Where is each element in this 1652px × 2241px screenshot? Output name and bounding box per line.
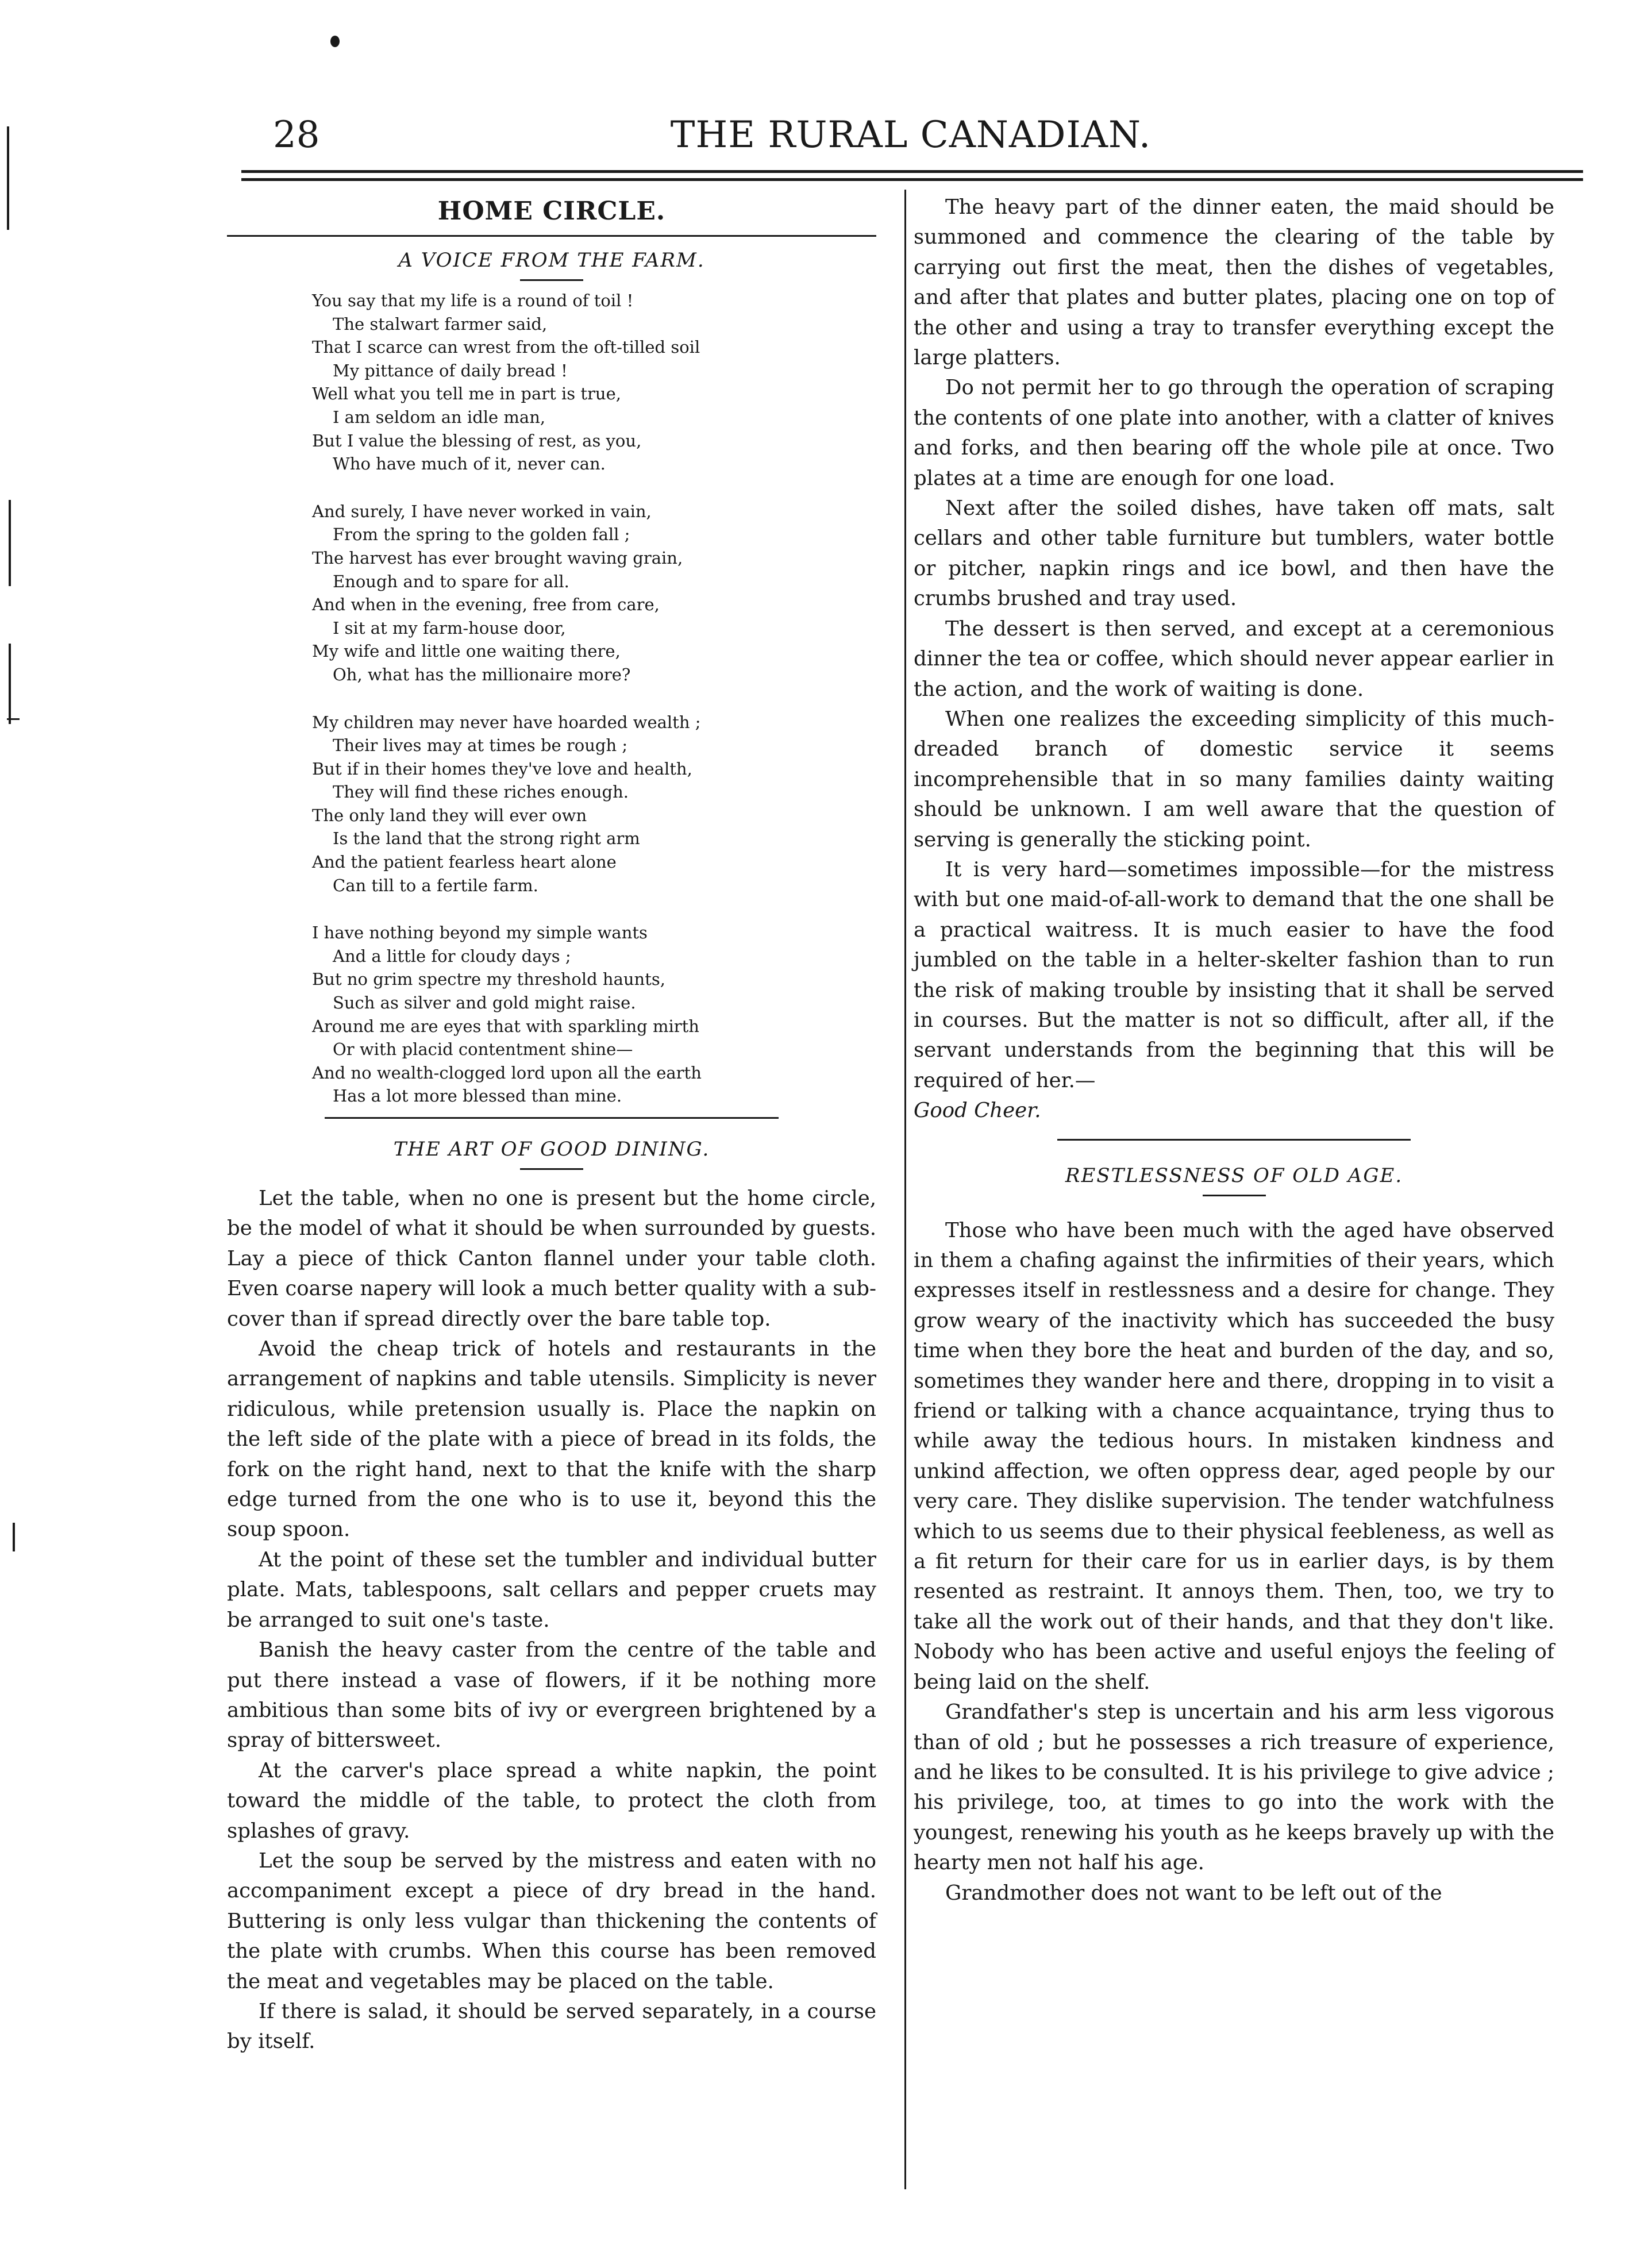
- article-attribution: Good Cheer.: [914, 1099, 1041, 1123]
- article-body: [227, 1184, 876, 2057]
- poem-line: From the spring to the golden fall ;: [333, 525, 630, 545]
- paragraph: When one realizes the exceeding simplicity of this much-dreaded branch of domestic service it seems incomprehensible that in so many families dainty waiting should be unknown. I am well aware that the question of serving is generally the sticking point.: [914, 707, 1554, 852]
- article-title: THE ART OF GOOD DINING.: [393, 1138, 710, 1161]
- paragraph: At the carver's place spread a white napkin, the point toward the middle of the table, to protect the cloth from splashes of gravy.: [227, 1758, 876, 1843]
- article-continuation: [914, 192, 1554, 1096]
- poem-line: And no wealth-clogged lord upon all the earth: [312, 1062, 702, 1083]
- scan-mark: [13, 1523, 15, 1551]
- section-title: HOME CIRCLE.: [437, 197, 666, 226]
- scan-speck: [330, 36, 340, 47]
- header-rule-top: [241, 170, 1583, 173]
- poem-title-rule: [520, 279, 583, 281]
- poem-line: The harvest has ever brought waving grain,: [312, 548, 683, 568]
- scan-mark: [7, 718, 20, 720]
- poem-line: I sit at my farm-house door,: [333, 618, 566, 638]
- paragraph: It is very hard—sometimes impossible—for the mistress with but one maid-of-all-work to demand that the one shall be a practical waitress. It is much easier to have the food jumbled on the table in a helter-skelter fashion than to run the risk of making trouble by insisting that it shall be served in courses. But the matter is not so difficult, after all, if the servant understands from the beginning that this will be required of her.—: [914, 857, 1554, 1092]
- poem-line: And when in the evening, free from care,: [312, 595, 660, 615]
- poem-line: Around me are eyes that with sparkling mirth: [312, 1016, 699, 1036]
- paragraph: Those who have been much with the aged have observed in them a chafing against the infirmities of their years, which expresses itself in restlessness and a desire for change. They grow weary of the inactivity which has succeeded the busy time when they bore the heat and burden of the day, and so, sometimes they wander here and there, dropping in to visit a friend or talking with a chance acquaintance, trying thus to while away the tedious hours. In mistaken kindness and unkind affection, we often oppress dear, aged people by our very care. They dislike supervision. The tender watchfulness which to us seems due to their physical feebleness, as well as a fit return for their care for us in earlier days, is by them resented as restraint. It annoys them. Then, too, we try to take all the work out of their hands, and that they don't like. Nobody who has been active and useful enjoys the feeling of being laid on the shelf.: [914, 1218, 1554, 1694]
- poem-line: Can till to a fertile farm.: [333, 875, 538, 895]
- paragraph: Banish the heavy caster from the centre of the table and put there instead a vase of flowers, if it be nothing more ambitious than some bits of ivy or evergreen brightened by a spray of bittersweet.: [227, 1638, 876, 1753]
- poem-line: You say that my life is a round of toil !: [312, 291, 634, 310]
- paragraph: At the point of these set the tumbler and individual butter plate. Mats, tablespoons, salt cellars and pepper cruets may be arranged to suit one's taste.: [227, 1547, 876, 1632]
- poem-line: Well what you tell me in part is true,: [312, 384, 621, 404]
- right-column: [914, 192, 1554, 1908]
- article-attribution-line: [914, 1096, 1554, 1126]
- poem-line: Has a lot more blessed than mine.: [333, 1086, 622, 1106]
- page-number: 28: [273, 114, 320, 156]
- poem-line: Oh, what has the millionaire more?: [333, 664, 631, 684]
- restlessness-title-rule: [1203, 1195, 1266, 1196]
- poem-line: The only land they will ever own: [312, 805, 587, 825]
- poem-stanza: [312, 921, 876, 1108]
- article-title-rule: [520, 1168, 583, 1170]
- poem-line: That I scarce can wrest from the oft-tilled soil: [312, 337, 700, 357]
- poem-line: I have nothing beyond my simple wants: [312, 923, 648, 943]
- poem-line: Is the land that the strong right arm: [333, 829, 640, 849]
- poem-stanza: [312, 711, 876, 898]
- left-column: [227, 192, 876, 2057]
- poem-line: And the patient fearless heart alone: [312, 852, 617, 872]
- paragraph: Grandfather's step is uncertain and his arm less vigorous than of old ; but he possesses a rich treasure of experience, and he likes to be consulted. It is his privilege to give advice ; his privilege, too, at times to go into the work with the youngest, renewing his youth as he keeps bravely up with the hearty men not half his age.: [914, 1700, 1554, 1875]
- paragraph: Grandmother does not want to be left out of the: [945, 1881, 1442, 1905]
- scan-mark: [7, 126, 9, 230]
- header-rule-bottom: [241, 178, 1583, 181]
- page-header: [238, 112, 1583, 158]
- poem-line: My pittance of daily bread !: [333, 360, 568, 380]
- paragraph: Next after the soiled dishes, have taken off mats, salt cellars and other table furniture but tumblers, water bottle or pitcher, napkin rings and ice bowl, and then have the crumbs brushed and tray used.: [914, 496, 1554, 611]
- paragraph: The dessert is then served, and except at a ceremonious dinner the tea or coffee, which should never appear earlier in the action, and the work of waiting is done.: [914, 617, 1554, 701]
- poem-line: And a little for cloudy days ;: [333, 946, 571, 966]
- section-separator: [325, 1117, 779, 1119]
- column-divider: [904, 190, 906, 2189]
- section-separator-2: [1057, 1139, 1411, 1141]
- poem-line: Who have much of it, never can.: [333, 454, 606, 474]
- poem-line: Or with placid contentment shine—: [333, 1039, 633, 1060]
- poem-stanza: [312, 500, 876, 687]
- poem-line: But I value the blessing of rest, as you,: [312, 430, 642, 450]
- poem-line: Such as silver and gold might raise.: [333, 993, 636, 1013]
- paragraph: Let the soup be served by the mistress and eaten with no accompaniment except a piece of dry bread in the hand. Buttering is only less vulgar than thickening the contents of the plate with crumbs. When this course has been removed the meat and vegetables may be placed on the table.: [227, 1849, 876, 1993]
- poem-title: A VOICE FROM THE FARM.: [398, 249, 705, 272]
- poem-line: But if in their homes they've love and health,: [312, 758, 692, 779]
- poem-line: They will find these riches enough.: [333, 782, 629, 802]
- restlessness-title: RESTLESSNESS OF OLD AGE.: [1065, 1164, 1403, 1187]
- poem-line: But no grim spectre my threshold haunts,: [312, 969, 665, 989]
- poem-line: I am seldom an idle man,: [333, 407, 546, 427]
- poem-line: The stalwart farmer said,: [333, 314, 548, 334]
- paragraph: If there is salad, it should be served separately, in a course by itself.: [227, 1999, 876, 2054]
- poem-line: Enough and to spare for all.: [333, 571, 569, 591]
- restlessness-body: [914, 1216, 1554, 1908]
- paragraph: The heavy part of the dinner eaten, the maid should be summoned and commence the clearing of the table by carrying out first the meat, then the dishes of vegetables, and after that plates and butter plates, placing one on top of the other and using a tray to transfer everything except the large platters.: [914, 195, 1554, 370]
- poem-line: My wife and little one waiting there,: [312, 641, 621, 661]
- paragraph: Do not permit her to go through the operation of scraping the contents of one plate into another, with a clatter of knives and forks, and then bearing off the whole pile at once. Two plates at a time are enough for one load.: [914, 376, 1554, 490]
- poem: [312, 289, 876, 1108]
- poem-stanza: [312, 289, 876, 476]
- paragraph: Avoid the cheap trick of hotels and restaurants in the arrangement of napkins and table utensils. Simplicity is never ridiculous, while pretension usually is. Place the napkin on the left side of the plate with a piece of bread in its folds, the fork on the right hand, next to that the knife with the sharp edge turned from the one who is to use it, beyond this the soup spoon.: [227, 1337, 876, 1542]
- scan-mark: [9, 644, 11, 724]
- paragraph: Let the table, when no one is present but the home circle, be the model of what it should be when surrounded by guests. Lay a piece of thick Canton flannel under your table cloth. Even coarse napery will look a much better quality with a sub-cover than if spread directly over the bare table top.: [227, 1187, 876, 1331]
- section-title-rule: [227, 235, 876, 237]
- poem-line: My children may never have hoarded wealth ;: [312, 712, 701, 732]
- poem-line: And surely, I have never worked in vain,: [312, 501, 652, 521]
- scan-mark: [9, 500, 11, 586]
- publication-title: THE RURAL CANADIAN.: [670, 114, 1152, 156]
- poem-line: Their lives may at times be rough ;: [333, 736, 628, 756]
